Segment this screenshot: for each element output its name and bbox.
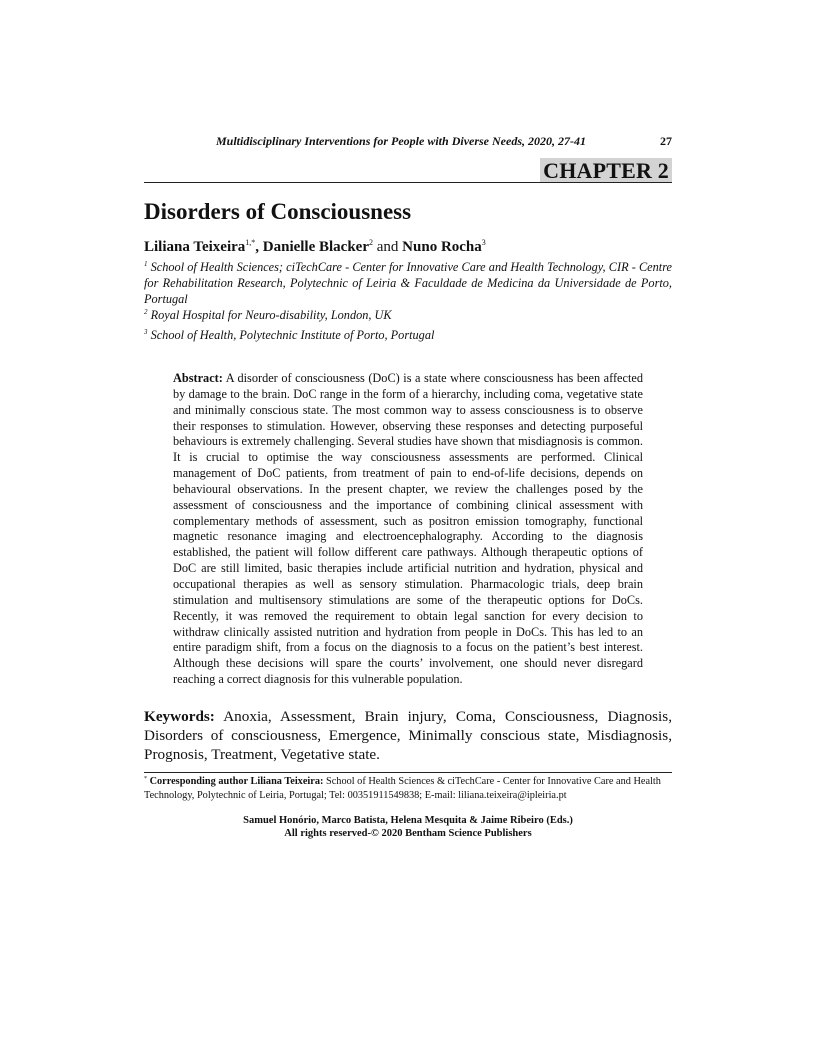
keywords [144,707,672,764]
affiliation-text: School of Health Sciences; ciTechCare - Center for Innovative Care and Health Technology, CIR - Centre for Rehabilitation Research, Polytechnic of Leiria & Faculdade de Medicina da Universidade de Porto, Portugal [144,260,672,306]
running-header [216,134,672,149]
editors-line: Samuel Honório, Marco Batista, Helena Mesquita & Jaime Ribeiro (Eds.) [243,815,573,826]
affiliation [144,307,672,323]
chapter-title: Disorders of Consciousness [144,199,412,224]
affiliation-number: 1 [144,260,148,268]
keywords-text: Anoxia, Assessment, Brain injury, Coma, Consciousness, Diagnosis, Disorders of consciousness, Emergence, Minimally conscious state, Misdiagnosis, Prognosis, Treatment, Vegetative state. [144,708,672,763]
rights-line: All rights reserved-© 2020 Bentham Science Publishers [284,828,532,839]
author-affiliation-mark: 2 [369,238,373,247]
corresponding-author-footnote [144,775,672,802]
author-list [144,238,486,257]
author-affiliation-mark: 3 [481,238,486,247]
footnote-divider [144,772,672,773]
author-separator: , [255,239,263,255]
chapter-label: CHAPTER 2 [540,158,672,183]
abstract-label: Abstract: [173,371,223,385]
publisher-credits [144,814,672,840]
author-name: Nuno Rocha [402,239,482,255]
keywords-label: Keywords: [144,708,215,725]
affiliation-text: School of Health, Polytechnic Institute of Porto, Portugal [150,328,435,342]
footnote-text: School of Health Sciences & ciTechCare - Center for Innovative Care and Health Technology, Polytechnic of Leiria, Portugal; Tel: 00351911549838; E-mail: liliana.teixeira@ipleiria.pt [144,776,661,801]
affiliation [144,327,672,343]
author-name: Liliana Teixeira [144,239,246,255]
journal-info: , 2020, 27-41 [522,134,586,148]
affiliation [144,259,672,307]
author-separator: and [373,239,403,255]
affiliation-number: 2 [144,308,148,316]
affiliation-text: Royal Hospital for Neuro-disability, London, UK [150,308,392,322]
page-number: 27 [660,134,672,148]
abstract-text: A disorder of consciousness (DoC) is a state where consciousness has been affected by damage to the brain. DoC range in the form of a hierarchy, including coma, vegetative state and minimally conscious state. The most common way to assess consciousness is to observe their responses to stimulation. However, observing these responses and detecting purposeful behaviours is extremely challenging. Several studies have shown that misdiagnosis is common. It is crucial to optimise the way consciousness assessments are performed. Clinical management of DoC patients, from treatment of pain to end-of-life decisions, depends on behavioural observations. In the present chapter, we review the challenges posed by the assessment of consciousness and the importance of combining clinical assessment with complementary methods of assessment, such as positron emission tomography, functional magnetic resonance imaging and electroencephalography. According to the diagnosis established, the patient will follow different care pathways. Although therapeutic options of DoC are still limited, basic therapies include artificial nutrition and hydration, physical and occupational therapies as well as sensory stimulation. Pharmacologic trials, deep brain stimulation and multisensory stimulations are some of the therapeutic options for DoCs. Recently, it was removed the requirement to obtain legal sanction for every decision to withdraw clinically assisted nutrition and hydration from people in DoCs. This has led to an entire paradigm shift, from a focus on the diagnosis to a focus on the patient’s best interest. Although these decisions will spare the courts’ involvement, one should never disregard reaching a correct diagnosis for this vulnerable population. [173,371,643,687]
abstract [173,371,643,688]
affiliation-number: 3 [144,328,148,336]
journal-title: Multidisciplinary Interventions for People with Diverse Needs [216,134,522,148]
footnote-marker: * [144,776,147,782]
author-name: Danielle Blacker [262,239,369,255]
author-affiliation-mark: 1,* [245,238,256,247]
footnote-label: Corresponding author Liliana Teixeira: [147,776,324,787]
header-divider [144,182,672,183]
